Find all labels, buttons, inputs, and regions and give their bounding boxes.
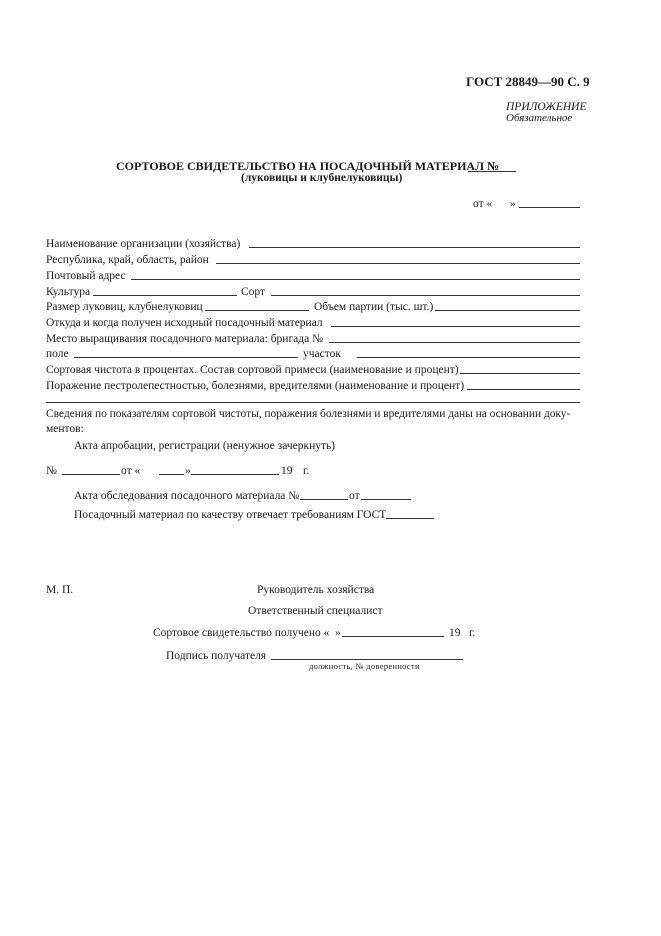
act-from-label: от « — [121, 465, 141, 477]
region-label: Республика, край, область, район — [46, 254, 209, 266]
seal-label: М. П. — [46, 584, 74, 596]
inspection-act-label: Акта обследования посадочного материала № — [74, 490, 300, 502]
source-line[interactable] — [331, 326, 580, 327]
brigade-line[interactable] — [329, 342, 580, 343]
crop-line[interactable] — [93, 295, 237, 296]
bulb-size-line[interactable] — [205, 310, 309, 311]
received-date-line[interactable] — [342, 636, 444, 637]
act-number-line[interactable] — [62, 474, 120, 475]
damage-label: Поражение пестролепестностью, болезнями, вредителями (наименование и процент) — [46, 380, 465, 392]
document-subtitle: (луковицы и клубнелуковицы) — [241, 172, 403, 184]
variety-label: Сорт — [241, 286, 266, 298]
act-year-suffix: г. — [303, 465, 310, 477]
purity-line[interactable] — [460, 373, 580, 374]
act-year: 19 — [281, 465, 293, 477]
gost-header: ГОСТ 28849—90 С. 9 — [466, 74, 590, 89]
act-day-line[interactable] — [159, 474, 184, 475]
place-brigade-label: Место выращивания посадочного материала: бригада № — [46, 333, 324, 345]
acts-label: Акта апробации, регистрации (ненужное зачеркнуть) — [74, 440, 336, 452]
certificate-number-line[interactable] — [468, 171, 516, 172]
quality-label: Посадочный материал по качеству отвечает требованиям ГОСТ — [74, 509, 387, 521]
act-close-quote: » — [185, 465, 191, 477]
crop-label: Культура — [46, 286, 91, 298]
gost-number-line[interactable] — [386, 518, 434, 519]
basis-text-cont: ментов: — [46, 423, 84, 435]
date-close-quote: » — [510, 198, 516, 210]
act-number-prefix: № — [46, 465, 57, 477]
field-line[interactable] — [74, 357, 298, 358]
received-year-suffix: г. — [469, 627, 476, 639]
inspection-from-label: от — [349, 490, 360, 502]
received-close-quote: » — [335, 627, 341, 639]
date-from-label: от « — [473, 198, 493, 210]
document-title: СОРТОВОЕ СВИДЕТЕЛЬСТВО НА ПОСАДОЧНЫЙ МАТЕРИАЛ № — [116, 159, 500, 173]
basis-text: Сведения по показателям сортовой чистоты, поражения болезнями и вредителями даны на основании доку- — [46, 408, 571, 420]
act-month-line[interactable] — [191, 474, 279, 475]
recipient-signature-line[interactable] — [271, 659, 463, 660]
mandatory-label: Обязательное — [506, 112, 573, 124]
purity-label: Сортовая чистота в процентах. Состав сортовой примеси (наименование и процент) — [46, 364, 459, 376]
region-line[interactable] — [216, 263, 580, 264]
bulb-size-label: Размер луковиц, клубнелуковиц — [46, 301, 203, 313]
recipient-note: должность, № доверенности — [309, 661, 420, 671]
date-line[interactable] — [519, 207, 580, 208]
plot-line[interactable] — [357, 357, 580, 358]
inspection-date-line[interactable] — [361, 499, 411, 500]
appendix-label: ПРИЛОЖЕНИЕ — [506, 101, 587, 113]
specialist-label: Ответственный специалист — [248, 605, 383, 617]
head-label: Руководитель хозяйства — [257, 584, 375, 596]
source-label: Откуда и когда получен исходный посадочный материал — [46, 317, 323, 329]
batch-volume-label: Объем партии (тыс. шт.) — [314, 301, 434, 313]
plot-label: участок — [303, 348, 341, 360]
org-name-label: Наименование организации (хозяйства) — [46, 238, 241, 250]
batch-volume-line[interactable] — [435, 310, 580, 311]
recipient-label: Подпись получателя — [166, 650, 267, 662]
address-label: Почтовый адрес — [46, 270, 126, 282]
extra-line[interactable] — [46, 402, 580, 403]
variety-line[interactable] — [271, 295, 580, 296]
damage-line[interactable] — [467, 389, 580, 390]
received-year: 19 — [449, 627, 461, 639]
address-line[interactable] — [131, 279, 580, 280]
org-name-line[interactable] — [249, 247, 580, 248]
received-label: Сортовое свидетельство получено « — [153, 627, 330, 639]
field-label: поле — [46, 348, 69, 360]
inspection-number-line[interactable] — [300, 499, 348, 500]
